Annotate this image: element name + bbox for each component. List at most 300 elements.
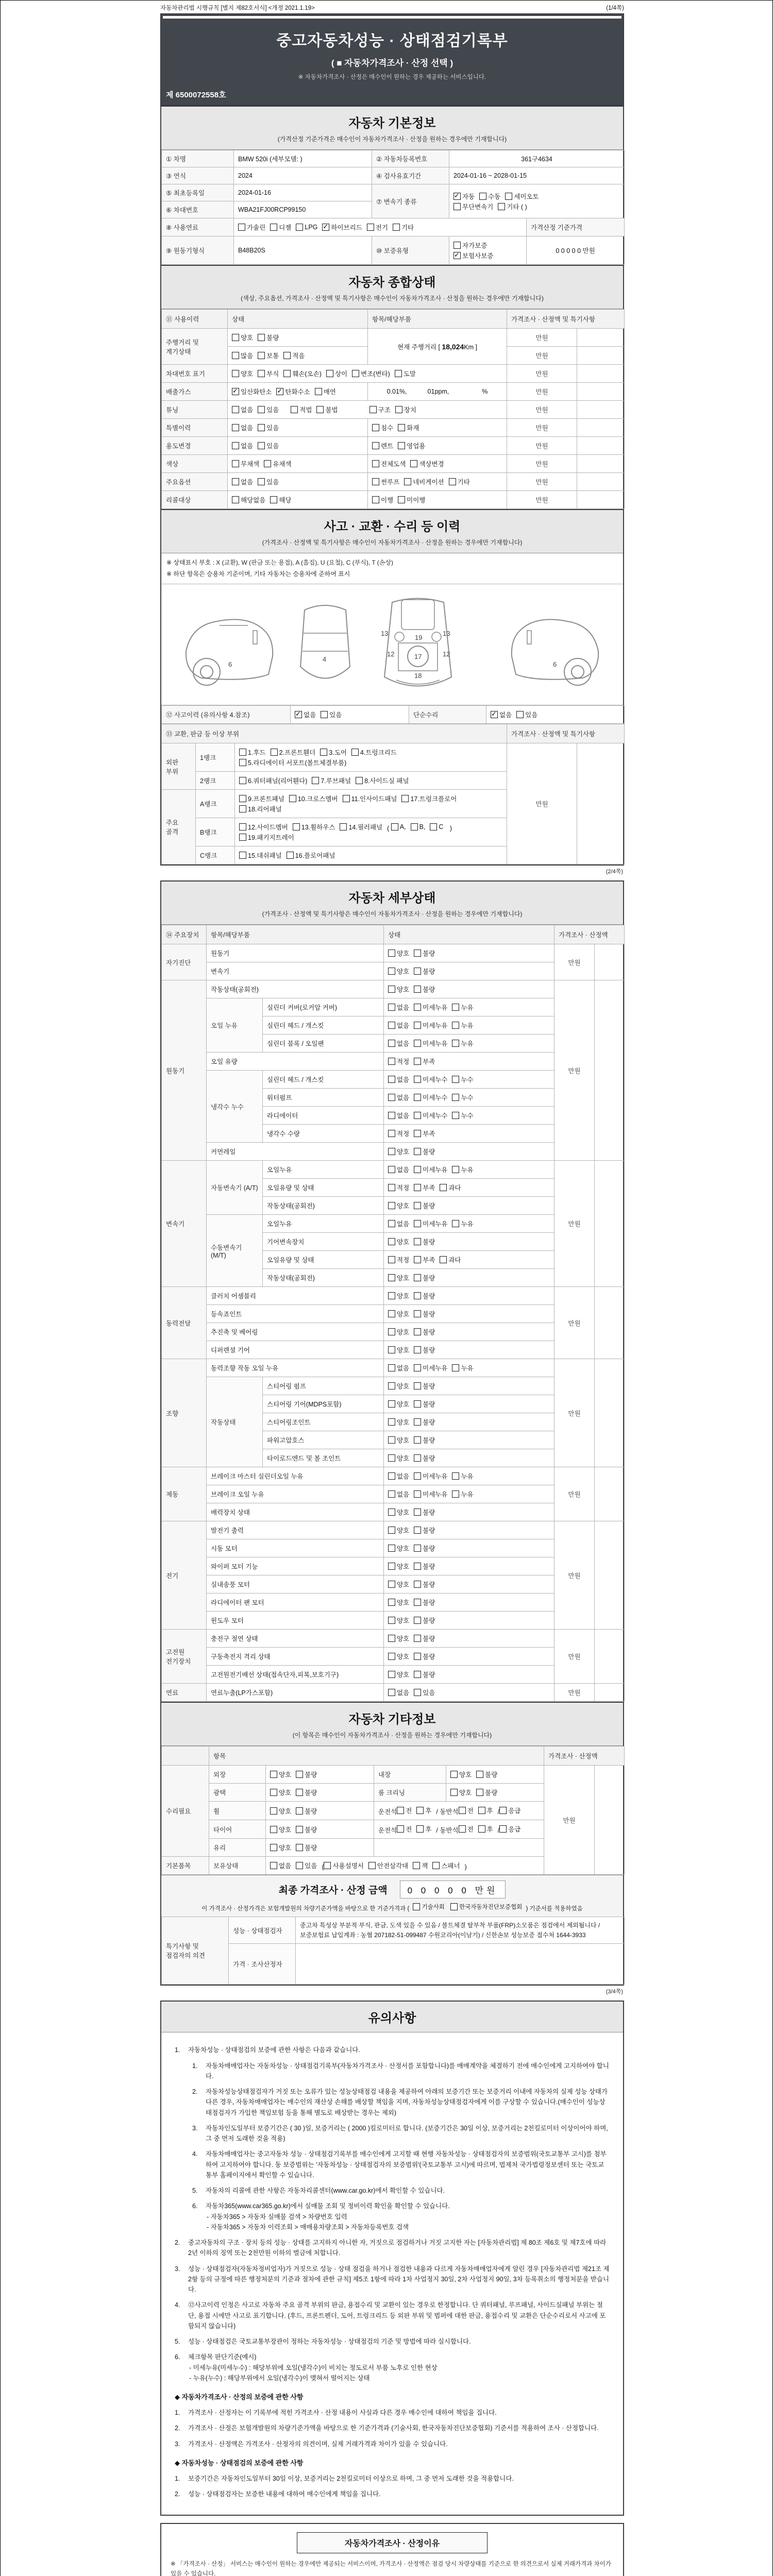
checkbox-양호[interactable] [270,1788,291,1797]
checkbox-label: 전체도색 [381,461,406,468]
checkbox-기타 ( )[interactable] [498,202,527,211]
checkbox-불량[interactable] [296,1806,317,1816]
text: % [482,388,488,395]
checkbox-후[interactable] [416,1824,431,1834]
checkbox-없음[interactable] [388,1111,409,1120]
cell [595,980,625,1161]
checkbox-기술사회[interactable]: 기술사회 [413,1903,444,1911]
checkbox-불량[interactable] [414,1598,435,1607]
checkbox-label: 미세누유 [423,1473,448,1481]
checkbox-box [326,370,333,377]
checkbox-box [388,986,395,993]
checkbox-있음[interactable] [258,477,279,486]
checkbox-없음[interactable] [232,405,253,414]
checkbox-box [270,1844,277,1851]
checkbox-없음[interactable] [388,1165,409,1174]
checkbox-화재[interactable] [398,423,419,432]
checkbox-없음[interactable] [388,1021,409,1030]
checkbox-후[interactable] [416,1806,431,1815]
checkbox-부족[interactable] [414,1255,435,1264]
checkbox-네비게이션[interactable] [404,477,444,486]
checkbox-없음[interactable] [232,477,253,486]
checkbox-적법[interactable] [291,405,312,414]
checkbox-구조[interactable] [369,405,391,414]
checkbox-box [388,1256,395,1263]
checkbox-label: 양호 [397,1347,410,1354]
checkbox-부족[interactable] [414,1129,435,1138]
checkbox-양호[interactable] [388,1670,409,1679]
checkbox-유채색[interactable] [264,459,291,468]
cell: 보유상태 [209,1857,266,1875]
checkbox-불량[interactable] [414,967,435,976]
checkbox-양호[interactable] [388,1616,409,1625]
cell [384,1323,554,1341]
checkbox-LPG[interactable] [296,224,317,231]
checkbox-label: 양호 [241,334,254,342]
checkbox-양호[interactable] [270,1825,291,1834]
checkbox-4.트렁크리드[interactable] [351,748,397,757]
cell: 오일유량 및 상태 [263,1251,384,1269]
checkbox-box [283,370,291,377]
checkbox-양호[interactable] [450,1788,472,1797]
checkbox-불량[interactable] [414,1526,435,1535]
checkbox-양호[interactable] [270,1806,291,1816]
cell: 항목/해당부품 [368,310,507,329]
checkbox-누유[interactable] [452,1471,473,1481]
checkbox-label: 기타 [401,224,414,231]
checkbox-없음[interactable] [388,1093,409,1102]
checkbox-12.사이드멤버[interactable] [239,822,288,832]
checkbox-미세누유[interactable] [414,1039,447,1048]
checkbox-label: 없음 [241,425,254,432]
checkbox-매연[interactable] [315,387,336,396]
checkbox-양호[interactable] [388,967,409,976]
checkbox-7.루브패널[interactable] [312,776,351,785]
checkbox-적정[interactable] [388,1183,409,1192]
checkbox-누수[interactable] [452,1093,473,1102]
checkbox-누유[interactable] [452,1363,473,1372]
checkbox-전체도색[interactable] [372,459,406,468]
checkbox-불법[interactable] [316,405,338,414]
checkbox-box [491,711,498,718]
checkbox-양호[interactable] [388,1435,409,1445]
row-label: 원동기 [162,980,207,1161]
checkbox-누유[interactable] [452,1021,473,1030]
checkbox-box [476,1789,483,1796]
car-damage-diagram [161,584,623,705]
checkbox-세미오토[interactable] [505,192,539,201]
checkbox-불량[interactable] [258,333,279,342]
checkbox-불량[interactable] [414,1435,435,1445]
checkbox-1.후드[interactable] [239,748,266,757]
checkbox-전[interactable] [459,1824,474,1834]
checkbox-label: 양호 [397,1419,410,1427]
checkbox-양호[interactable] [388,985,409,994]
cell [235,743,507,772]
notice-text: ⑫사고이력 인정은 사고로 자동차 주요 골격 부위의 판금, 용접수리 및 교환이 있는 경우로 한정합니다. 단 쿼터패널, 루프패널, 사이드실패널 부위는 절단, 용접 시에만 사고로 표기합니다. (후드, 프론트펜더, 도어, 트렁크리드 등 외판 부위 및 범퍼에 대한 판금, 용접수리 및 교환은 단순수리로서 사고에 포함되지 않습니다) [188,2301,606,2330]
checkbox-없음[interactable] [388,1075,409,1084]
checkbox-양호[interactable] [388,1345,409,1354]
diagram-label-18: 18 [414,672,422,680]
checkbox-6.쿼터패널(리어휀다)[interactable] [239,776,307,785]
checkbox-양호[interactable] [388,1399,409,1409]
checkbox-침수[interactable] [372,423,393,432]
checkbox-누유[interactable] [452,1039,473,1048]
checkbox-불량[interactable] [414,1507,435,1517]
checkbox-없음[interactable] [232,441,253,450]
checkbox-9.프론트패널[interactable] [239,794,284,803]
cell: 자동변속기 (A/T) [207,1161,263,1215]
checkbox-10.크로스멤버[interactable] [289,794,338,803]
checkbox-디젤[interactable] [270,223,291,232]
checkbox-불량[interactable] [414,1147,435,1156]
checkbox-label: 가솔린 [247,224,266,231]
checkbox-누유[interactable] [452,1003,473,1012]
checkbox-없음[interactable] [388,1688,409,1697]
checkbox-색상변경[interactable] [410,459,444,468]
checkbox-불량[interactable] [414,1417,435,1427]
checkbox-불량[interactable] [296,1788,317,1797]
checkbox-있음[interactable] [296,1861,317,1870]
checkbox-많음[interactable] [232,351,253,360]
checkbox-전[interactable] [459,1806,474,1815]
checkbox-상이[interactable] [326,369,347,378]
checkbox-미세누수[interactable] [414,1111,447,1120]
checkbox-양호[interactable] [232,369,253,378]
checkbox-양호[interactable] [450,1770,472,1779]
checkbox-없음[interactable] [388,1219,409,1228]
checkbox-양호[interactable] [388,1526,409,1535]
checkbox-label: 매연 [323,388,336,396]
checkbox-적정[interactable] [388,1255,409,1264]
checkbox-불량[interactable] [414,1652,435,1661]
cell: 2랭크 [196,772,235,790]
checkbox-양호[interactable] [388,1201,409,1210]
checkbox-불량[interactable] [296,1770,317,1779]
checkbox-스패너[interactable] [432,1861,460,1870]
checkbox-후[interactable] [478,1806,493,1815]
checkbox-box [453,242,461,249]
checkbox-양호[interactable] [388,1237,409,1246]
checkbox-있음[interactable] [258,423,279,432]
checkbox-불량[interactable] [296,1843,317,1852]
checkbox-box [452,1472,459,1480]
checkbox-자가보증[interactable] [453,241,487,250]
checkbox-과다[interactable] [440,1183,461,1192]
checkbox-없음[interactable] [388,1003,409,1012]
checkbox-과다[interactable] [440,1255,461,1264]
checkbox-미세누유[interactable] [414,1021,447,1030]
checkbox-일산화탄소[interactable] [232,387,272,396]
checkbox-응급[interactable] [499,1806,520,1815]
checkbox-box [398,424,405,431]
checkbox-양호[interactable] [270,1843,291,1852]
checkbox-훼손(오손)[interactable] [283,369,322,378]
checkbox-A,[interactable] [391,823,406,831]
checkbox-미세누유[interactable] [414,1003,447,1012]
price-cell: 만원 [554,980,595,1161]
checkbox-box [291,406,298,413]
checkbox-양호[interactable] [388,1453,409,1463]
checkbox-가솔린[interactable] [238,223,265,232]
checkbox-있음[interactable] [516,710,537,719]
cell: 냉각수 수량 [263,1125,384,1143]
checkbox-없음[interactable] [388,1471,409,1481]
checkbox-label: 양호 [397,1329,410,1336]
checkbox-미세누수[interactable] [414,1093,447,1102]
checkbox-label: 양호 [397,1599,410,1607]
checkbox-label: 잭 [422,1862,428,1870]
checkbox-양호[interactable] [388,1598,409,1607]
row-label: ⑤ 최초등록일 [162,184,234,201]
checkbox-label: 적법 [299,406,312,414]
checkbox-렌트[interactable] [372,441,393,450]
checkbox-한국자동차진단보증협회[interactable]: 한국자동차진단보증협회 [450,1903,522,1911]
checkbox-하이브리드[interactable] [322,223,362,232]
checkbox-양호[interactable] [388,1634,409,1643]
checkbox-도말[interactable] [395,369,416,378]
checkbox-없음[interactable] [491,710,512,719]
checkbox-label: 응급 [508,1807,521,1815]
checkbox-전[interactable] [397,1806,412,1815]
checkbox-누유[interactable] [452,1219,473,1228]
checkbox-불량[interactable] [414,1544,435,1553]
checkbox-5.라디에이터 서포트(볼트체결부품)[interactable] [239,758,346,767]
checkbox-label: 후 [486,1826,493,1834]
notice-heading: ◆ 자동차가격조사 · 산정의 보증에 관한 사항 [175,2393,304,2401]
checkbox-불량[interactable] [476,1788,497,1797]
checkbox-미세누유[interactable] [414,1165,447,1174]
checkbox-불량[interactable] [414,1562,435,1571]
checkbox-양호[interactable] [388,1507,409,1517]
checkbox-box [322,224,329,231]
checkbox-box [340,823,347,831]
checkbox-이행[interactable] [372,495,393,504]
checkbox-양호[interactable] [388,948,409,958]
checkbox-box [388,1022,395,1029]
checkbox-양호[interactable] [388,1309,409,1318]
checkbox-18.리어패널[interactable] [239,804,282,814]
checkbox-label: 15.대쉬패널 [248,852,282,860]
checkbox-기타[interactable] [449,477,470,486]
checkbox-자동[interactable] [453,192,475,201]
checkbox-양호[interactable] [388,1652,409,1661]
checkbox-불량[interactable] [414,1273,435,1282]
checkbox-탄화수소[interactable] [276,387,310,396]
cell [374,1802,544,1820]
checkbox-box [450,1771,458,1778]
checkbox-누유[interactable] [452,1489,473,1499]
cell [368,491,507,509]
checkbox-불량[interactable] [414,1399,435,1409]
checkbox-없음[interactable] [388,1489,409,1499]
price-cell: 만원 [554,1287,595,1359]
checkbox-box [414,1581,421,1588]
checkbox-누수[interactable] [452,1111,473,1120]
notice-number: 2. [192,2088,198,2096]
checkbox-있음[interactable] [258,405,279,414]
checkbox-불량[interactable] [414,1634,435,1643]
checkbox-C[interactable] [430,823,443,831]
checkbox-불량[interactable] [414,1237,435,1246]
checkbox-label: 없음 [397,1221,410,1228]
checkbox-8.사이드실 패널[interactable] [356,776,409,785]
checkbox-미세누유[interactable] [414,1363,447,1372]
checkbox-없음[interactable] [388,1363,409,1372]
checkbox-불량[interactable] [414,1309,435,1318]
checkbox-양호[interactable] [388,1580,409,1589]
checkbox-box [414,1599,421,1606]
checkbox-해당없음[interactable] [232,495,265,504]
checkbox-11.인사이드패널[interactable] [343,794,397,803]
cell: 원동기 [207,944,384,962]
checkbox-썬루프[interactable] [372,477,399,486]
table-row [162,1684,625,1702]
checkbox-불량[interactable] [476,1770,497,1779]
checkbox-label: 썬루프 [381,479,400,486]
checkbox-2.프론트휀더[interactable] [271,748,316,757]
checkbox-box [388,1220,395,1227]
checkbox-label: 구조 [378,406,391,414]
checkbox-양호[interactable] [388,1381,409,1391]
cell: 고전원전기배선 상태(접속단자,피복,보호기구) [207,1666,384,1684]
checkbox-있음[interactable] [321,710,342,719]
checkbox-없음[interactable] [295,710,316,719]
notice-number: 2. [175,2425,180,2432]
price-cell: 만원 [554,1467,595,1521]
checkbox-보험사보증[interactable] [453,251,493,260]
cell: 작동상태 [207,1377,263,1467]
checkbox-양호[interactable] [388,1417,409,1427]
checkbox-15.대쉬패널[interactable] [239,851,282,860]
checkbox-미세누유[interactable] [414,1219,447,1228]
checkbox-box [388,1130,395,1137]
checkbox-불량[interactable] [414,948,435,958]
checkbox-label: 불량 [305,1807,317,1815]
checkbox-무채색[interactable] [232,459,259,468]
notice-item [175,2238,610,2259]
checkbox-없음[interactable] [232,423,253,432]
checkbox-무단변속기[interactable] [453,202,493,211]
checkbox-양호[interactable] [388,1291,409,1300]
checkbox-label: 누유 [461,1473,474,1481]
row-label: 변속기 [162,1161,207,1287]
checkbox-후[interactable] [478,1824,493,1834]
checkbox-기타[interactable] [393,223,414,232]
checkbox-부족[interactable] [414,1183,435,1192]
checkbox-불량[interactable] [414,1616,435,1625]
checkbox-label: 불량 [305,1771,317,1779]
checkbox-14.필러패널[interactable] [340,822,382,832]
checkbox-미이행[interactable] [398,495,425,504]
checkbox-불량[interactable] [414,1291,435,1300]
checkbox-없음[interactable] [388,1039,409,1048]
checkbox-19.패키지트레이[interactable] [239,833,294,842]
checkbox-B,[interactable] [411,823,426,831]
other-header [161,1703,623,1746]
checkbox-box [270,1807,277,1815]
checkbox-label: 전 [467,1807,474,1815]
checkbox-양호[interactable] [388,1562,409,1571]
checkbox-장치[interactable] [395,405,416,414]
checkbox-13.휠하우스[interactable] [293,822,335,832]
checkbox-보통[interactable] [258,351,279,360]
checkbox-영업용[interactable] [398,441,425,450]
checkbox-불량[interactable] [414,1670,435,1679]
checkbox-있음[interactable] [414,1688,435,1697]
checkbox-3.도어[interactable] [320,748,347,757]
cell: 워터펌프 [263,1089,384,1107]
checkbox-box [440,1256,447,1263]
notice-item [192,2061,610,2082]
checkbox-적정[interactable] [388,1057,409,1066]
checkbox-적음[interactable] [283,351,305,360]
checkbox-있음[interactable] [258,441,279,450]
checkbox-불량[interactable] [414,1453,435,1463]
checkbox-box [296,1771,303,1778]
checkbox-양호[interactable] [388,1273,409,1282]
checkbox-적정[interactable] [388,1129,409,1138]
cell [384,1594,554,1612]
checkbox-label: 도말 [403,370,416,378]
checkbox-label: 양호 [397,950,410,958]
checkbox-불량[interactable] [296,1825,317,1834]
checkbox-불량[interactable] [414,1201,435,1210]
checkbox-미세누유[interactable] [414,1471,447,1481]
checkbox-미세누유[interactable] [414,1489,447,1499]
checkbox-부식[interactable] [258,369,279,378]
checkbox-불량[interactable] [414,985,435,994]
checkbox-box [414,1166,421,1173]
checkbox-전[interactable] [397,1824,412,1834]
checkbox-변조(변타)[interactable] [352,369,390,378]
checkbox-누유[interactable] [452,1165,473,1174]
checkbox-불량[interactable] [414,1580,435,1589]
checkbox-양호[interactable] [388,1147,409,1156]
checkbox-양호[interactable] [232,333,253,342]
checkbox-label: 많음 [241,352,254,360]
checkbox-label: 없음 [241,479,254,486]
checkbox-양호[interactable] [270,1770,291,1779]
checkbox-box [388,968,395,975]
checkbox-사용설명서[interactable] [324,1861,363,1870]
checkbox-응급[interactable] [499,1824,520,1834]
cell: 오일유량 및 상태 [263,1179,384,1197]
price-cell: 만원 [507,383,577,401]
checkbox-label: 해당없음 [241,497,266,504]
checkbox-수동[interactable] [479,192,500,201]
checkbox-미세누수[interactable] [414,1075,447,1084]
checkbox-양호[interactable] [388,1327,409,1336]
checkbox-17.트렁크플로어[interactable] [401,794,457,803]
checkbox-없음[interactable] [270,1861,291,1870]
checkbox-양호[interactable] [388,1544,409,1553]
checkbox-누수[interactable] [452,1075,473,1084]
checkbox-label: 부족 [423,1130,435,1138]
checkbox-안전삼각대[interactable] [368,1861,408,1870]
checkbox-box [232,496,239,503]
cell: BMW 520i (세부모델: ) [234,150,372,167]
checkbox-불량[interactable] [414,1381,435,1391]
checkbox-16.플로어패널[interactable] [287,851,335,860]
checkbox-부족[interactable] [414,1057,435,1066]
checkbox-잭[interactable] [413,1861,428,1870]
checkbox-전기[interactable] [367,223,388,232]
table-row [162,455,625,473]
checkbox-불량[interactable] [414,1345,435,1354]
checkbox-불량[interactable] [414,1327,435,1336]
checkbox-해당[interactable] [270,495,291,504]
